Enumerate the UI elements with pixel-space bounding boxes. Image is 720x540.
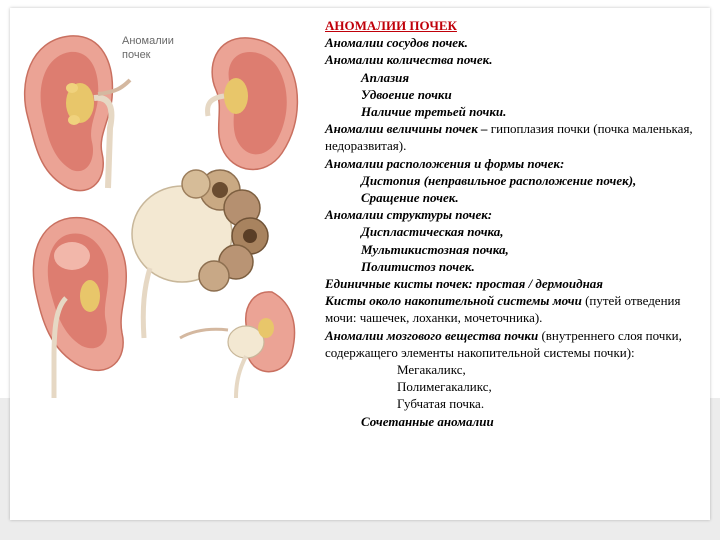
illustration-caption: Аномалии почек	[122, 35, 174, 61]
line-count: Аномалии количества почек.	[325, 52, 493, 68]
kidney-top-right	[208, 38, 298, 170]
line-polymegacalyx: Полимегакаликс,	[397, 379, 492, 395]
kidney-bottom-left	[33, 218, 126, 398]
line-size-heading: Аномалии величины почек –	[325, 121, 488, 137]
line-medulla	[325, 327, 707, 361]
anomalies-list	[325, 17, 707, 430]
kidney-bottom-right	[180, 292, 295, 398]
line-dysplastic: Диспластическая почка,	[361, 224, 504, 240]
line-combined: Сочетанные аномалии	[361, 413, 494, 429]
line-vessels: Аномалии сосудов почек.	[325, 35, 468, 51]
kidney-anomalies-illustration	[10, 8, 320, 398]
line-multicystic: Мультикистозная почка,	[361, 241, 509, 257]
slide	[10, 8, 710, 520]
line-size	[325, 120, 707, 154]
line-doubling: Удвоение почки	[361, 86, 452, 102]
line-dystopia: Дистопия (неправильное расположение почек),	[361, 172, 637, 188]
line-megacalyx: Мегакаликс,	[397, 362, 466, 378]
line-collecting-cysts	[325, 292, 707, 326]
line-third-kidney: Наличие третьей почки.	[361, 104, 507, 120]
line-position-form: Аномалии расположения и формы почек:	[325, 155, 565, 171]
kidney-top-left	[25, 36, 130, 191]
line-structure: Аномалии структуры почек:	[325, 207, 493, 223]
line-collecting-detail: (путей отведения мочи: чашечек, лоханки, мочеточника).	[325, 293, 681, 326]
line-collecting-heading: Кисты около накопительной системы мочи	[325, 293, 582, 309]
line-medulla-detail: (внутреннего слоя почки, содержащего элементы накопительной системы почки):	[325, 327, 682, 360]
line-single-cysts: Единичные кисты почек: простая / дермоидная	[325, 276, 603, 292]
line-medulla-heading: Аномалии мозгового вещества почки	[325, 327, 539, 343]
line-polycystic: Политистоз почек.	[361, 258, 475, 274]
line-size-detail: гипоплазия почки (почка маленькая, недоразвитая).	[325, 121, 693, 154]
line-aplasia: Аплазия	[361, 69, 410, 85]
kidney-drawings	[10, 8, 320, 398]
slide-title: АНОМАЛИИ ПОЧЕК	[325, 18, 457, 33]
line-sponge-kidney: Губчатая почка.	[397, 396, 485, 412]
line-fusion: Сращение почек.	[361, 190, 459, 206]
